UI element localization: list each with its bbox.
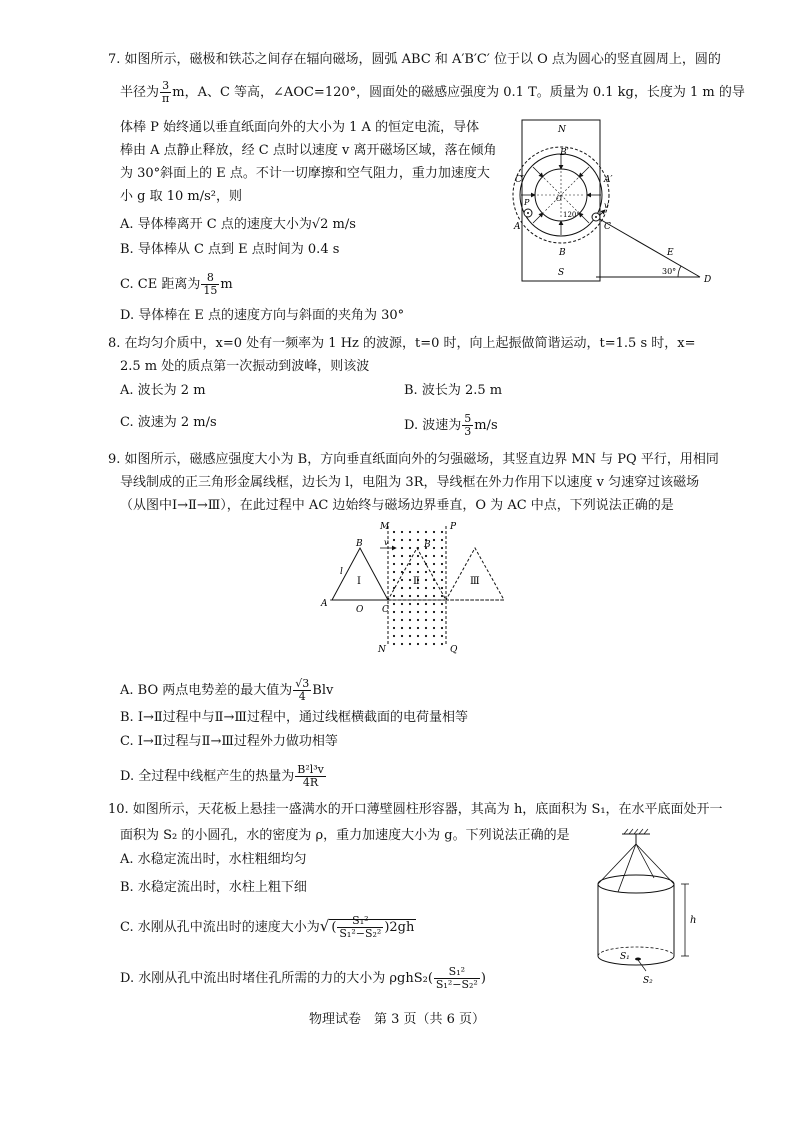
q7-label-c: C <box>604 222 611 232</box>
q7-line3: 体棒 P 始终通以垂直纸面向外的大小为 1 A 的恒定电流，导体 <box>120 120 480 135</box>
q8-optd-num: 5 <box>464 412 472 425</box>
field-dot <box>433 563 435 565</box>
q9-label-n: N <box>378 645 386 655</box>
q10-optd-num: S₁² <box>434 966 480 979</box>
field-dot <box>441 571 443 573</box>
field-dot <box>425 587 427 589</box>
field-dot <box>417 643 419 645</box>
field-dot <box>441 643 443 645</box>
q10-option-b: B. 水稳定流出时，水柱上粗下细 <box>120 880 307 895</box>
q9-optd-a: D. 全过程中线框产生的热量为 <box>120 769 295 784</box>
page-footer: 物理试卷 第 3 页（共 6 页） <box>308 1012 486 1027</box>
q10-optd-a: D. 水刚从孔中流出时堵住孔所需的力的大小为 ρghS₂ <box>120 971 428 986</box>
q8-optd-fraction <box>462 413 473 438</box>
q7-figure <box>508 115 720 290</box>
field-dot <box>409 603 411 605</box>
q9-opta-num: √3 <box>295 677 310 690</box>
q9-label-p: P <box>450 522 457 532</box>
field-dot <box>425 603 427 605</box>
field-dot <box>441 579 443 581</box>
q9-label-b-field: B <box>424 540 431 550</box>
q9-optd-fraction <box>295 764 326 789</box>
field-dot <box>417 619 419 621</box>
field-dot <box>409 643 411 645</box>
q7-label-s: S <box>558 268 565 278</box>
field-dot <box>441 547 443 549</box>
q9-label-c: C <box>382 605 389 615</box>
q7-line6: 小 g 取 10 m/s²，则 <box>120 189 242 204</box>
field-dot <box>393 595 395 597</box>
field-dot <box>401 531 403 533</box>
field-dot <box>393 603 395 605</box>
q8-optd-a: D. 波速为 <box>404 418 462 433</box>
field-dot <box>393 619 395 621</box>
q7-label-v: v <box>604 201 609 210</box>
field-dot <box>433 587 435 589</box>
q10-label-h: h <box>690 915 697 926</box>
field-dot <box>433 643 435 645</box>
field-dot <box>401 555 403 557</box>
field-dot <box>401 627 403 629</box>
field-dot <box>401 563 403 565</box>
field-dot <box>441 611 443 613</box>
field-dot <box>433 547 435 549</box>
q10-label-s1: S₁ <box>620 952 630 962</box>
field-dot <box>393 611 395 613</box>
q8-optd-den: 3 <box>464 425 472 438</box>
q7-line5: 为 30°斜面上的 E 点。不计一切摩擦和空气阻力，重力加速度大 <box>120 166 490 181</box>
q8-line2: 2.5 m 处的质点第一次振动到波峰，则该波 <box>120 359 370 374</box>
q7-label-n: N <box>558 125 566 135</box>
field-dot <box>401 595 403 597</box>
q9-opta-fraction <box>293 678 311 703</box>
q7-option-c <box>120 272 233 297</box>
q9-label-ii: Ⅱ <box>413 576 420 587</box>
field-dot <box>401 603 403 605</box>
q10-cylinder-top <box>598 875 674 893</box>
field-dot <box>425 555 427 557</box>
field-dot <box>441 627 443 629</box>
field-dot <box>433 619 435 621</box>
q9-opta-a: A. BO 两点电势差的最大值为 <box>120 683 293 698</box>
q9-optd-den: 4R <box>302 776 319 789</box>
field-dot <box>433 635 435 637</box>
q7-option-a: A. 导体棒离开 C 点的速度大小为√2 m/s <box>120 217 356 232</box>
field-dot <box>393 531 395 533</box>
q10-figure <box>588 826 708 991</box>
field-dot <box>417 563 419 565</box>
field-dot <box>441 539 443 541</box>
q10-line2: 面积为 S₂ 的小圆孔，水的密度为 ρ，重力加速度大小为 g。下列说法正确的是 <box>120 828 570 843</box>
q10-cylinder-bottom <box>598 956 674 965</box>
q9-option-d <box>120 764 327 789</box>
q9-line1: 9. 如图所示，磁感应强度大小为 B，方向垂直纸面向外的匀强磁场，其竖直边界 MN 与 PQ 平行，用相同 <box>108 452 719 467</box>
q10-line1: 10. 如图所示，天花板上悬挂一盛满水的开口薄壁圆柱形容器，其高为 h，底面积为 S₁，在水平底面处开一 <box>108 802 723 817</box>
field-dot <box>417 635 419 637</box>
q7-optc-den: 15 <box>203 284 218 297</box>
q9-option-a <box>120 678 333 703</box>
q9-triangle-iii <box>446 548 504 600</box>
field-dot <box>433 595 435 597</box>
field-dot <box>441 587 443 589</box>
q9-label-b-vertex: B <box>356 539 363 549</box>
q9-option-c: C. Ⅰ→Ⅱ过程与Ⅱ→Ⅲ过程外力做功相等 <box>120 734 338 749</box>
q10-optd-den: S₁²−S₂² <box>435 978 478 991</box>
field-dot <box>417 539 419 541</box>
field-dot <box>409 571 411 573</box>
field-dot <box>425 627 427 629</box>
field-dot <box>425 595 427 597</box>
field-dot <box>417 627 419 629</box>
field-dot <box>425 579 427 581</box>
field-dot <box>441 619 443 621</box>
field-dot <box>441 555 443 557</box>
q10-optc-den: S₁²−S₂² <box>339 927 382 940</box>
q7-optc-fraction <box>201 272 219 297</box>
field-dot <box>393 571 395 573</box>
q7-slope <box>596 217 700 277</box>
field-dot <box>401 611 403 613</box>
q7-label-e: E <box>667 248 674 258</box>
field-dot <box>409 579 411 581</box>
q10-optd-fraction <box>434 966 480 991</box>
q7-label-p: P <box>524 198 530 207</box>
q7-line2a: 半径为 <box>120 85 160 100</box>
q7-optc-b: m <box>220 277 233 292</box>
field-dot <box>393 635 395 637</box>
field-dot <box>401 539 403 541</box>
q8-option-d <box>404 413 498 438</box>
q9-line3: （从图中Ⅰ→Ⅱ→Ⅲ），在此过程中 AC 边始终与磁场边界垂直，O 为 AC 中点，下列说法正确的是 <box>120 498 674 513</box>
field-dot <box>425 635 427 637</box>
field-dot <box>433 539 435 541</box>
field-dot <box>401 619 403 621</box>
field-dot <box>393 627 395 629</box>
q7-line1: 7. 如图所示，磁极和铁芯之间存在辐向磁场，圆弧 ABC 和 A′B′C′ 位于以 O 点为圆心的竖直圆周上，圆的 <box>108 52 721 67</box>
q9-option-b: B. Ⅰ→Ⅱ过程中与Ⅱ→Ⅲ过程中，通过线框横截面的电荷量相等 <box>120 710 468 725</box>
q8-option-c: C. 波速为 2 m/s <box>120 415 217 430</box>
q9-figure <box>318 518 518 658</box>
q10-label-s2: S₂ <box>643 976 653 986</box>
field-dot <box>401 587 403 589</box>
q10-strings <box>598 844 674 892</box>
q9-label-v: v <box>384 538 389 547</box>
q7-label-c1: C′ <box>515 175 524 185</box>
field-dot <box>433 531 435 533</box>
q7-label-o: O <box>556 195 562 203</box>
q10-option-a: A. 水稳定流出时，水柱粗细均匀 <box>120 852 307 867</box>
q7-optc-a: C. CE 距离为 <box>120 277 201 292</box>
field-dot <box>409 563 411 565</box>
field-dot <box>393 579 395 581</box>
q7-radius-fraction <box>160 80 171 105</box>
field-dot <box>433 611 435 613</box>
field-dot <box>409 547 411 549</box>
field-dot <box>425 619 427 621</box>
field-dot <box>409 635 411 637</box>
q9-line2: 导线制成的正三角形金属线框，边长为 l，电阻为 3R，导线框在外力作用下以速度 v 匀速穿过该磁场 <box>120 475 700 490</box>
q7-option-b: B. 导体棒从 C 点到 E 点时间为 0.4 s <box>120 242 340 257</box>
field-dot <box>441 603 443 605</box>
field-dot <box>417 555 419 557</box>
q7-label-a: A <box>514 222 521 232</box>
field-dot <box>393 563 395 565</box>
field-dot <box>425 643 427 645</box>
field-dot <box>409 619 411 621</box>
q9-opta-b: Blv <box>312 683 334 698</box>
field-dot <box>425 531 427 533</box>
field-dot <box>401 547 403 549</box>
q9-optd-num: B²l³v <box>297 763 324 776</box>
q7-label-30: 30° <box>662 267 677 276</box>
field-dot <box>417 531 419 533</box>
field-dot <box>409 555 411 557</box>
field-dot <box>441 531 443 533</box>
q7-r-den: π <box>162 92 170 105</box>
field-dot <box>433 555 435 557</box>
q9-label-i: Ⅰ <box>357 576 361 587</box>
q9-label-q: Q <box>450 645 458 655</box>
field-dot <box>433 571 435 573</box>
field-dot <box>417 603 419 605</box>
q9-magnetic-field-dots <box>393 531 443 645</box>
field-dot <box>393 643 395 645</box>
q7-optc-num: 8 <box>201 272 219 285</box>
q9-label-l: l <box>340 567 343 577</box>
q7-line4: 棒由 A 点静止释放，经 C 点时以速度 v 离开磁场区域，落在倾角 <box>120 143 497 158</box>
field-dot <box>393 539 395 541</box>
field-dot <box>441 635 443 637</box>
field-dot <box>425 611 427 613</box>
field-dot <box>409 587 411 589</box>
field-dot <box>401 635 403 637</box>
field-dot <box>409 531 411 533</box>
field-dot <box>401 643 403 645</box>
field-dot <box>417 587 419 589</box>
q10-optc-num: S₁² <box>337 915 383 928</box>
q7-option-d: D. 导体棒在 E 点的速度方向与斜面的夹角为 30° <box>120 308 405 323</box>
q10-option-c: C. 水刚从孔中流出时的速度大小为√ ( $\frac{\text{S₁²}}{\text{S₁²−S₂²}}$ )2gh <box>120 914 415 940</box>
q8-optd-b: m/s <box>474 418 498 433</box>
field-dot <box>441 563 443 565</box>
q8-option-a: A. 波长为 2 m <box>120 383 206 398</box>
q10-option-d: D. 水刚从孔中流出时堵住孔所需的力的大小为 ρghS₂( $\frac{\text{S₁²}}{\text{S₁²−S₂²}}$ ) <box>120 965 486 991</box>
field-dot <box>409 627 411 629</box>
field-dot <box>409 611 411 613</box>
field-dot <box>417 611 419 613</box>
field-dot <box>393 555 395 557</box>
q7-label-120: 120° <box>563 211 580 219</box>
q7-label-b1: B′ <box>560 148 569 158</box>
q9-opta-den: 4 <box>298 690 306 703</box>
field-dot <box>417 571 419 573</box>
q9-label-m: M <box>380 522 390 532</box>
field-dot <box>425 571 427 573</box>
q7-line2 <box>120 80 745 105</box>
q10-optc-a: C. 水刚从孔中流出时的速度大小为 <box>120 920 320 935</box>
field-dot <box>417 595 419 597</box>
field-dot <box>409 539 411 541</box>
field-dot <box>441 595 443 597</box>
q9-label-a: A <box>321 599 328 609</box>
q7-label-b: B <box>559 248 566 258</box>
q10-optc-fraction <box>337 915 383 940</box>
field-dot <box>433 603 435 605</box>
q7-r-num: 3 <box>160 80 171 93</box>
q9-label-iii: Ⅲ <box>470 576 480 587</box>
q7-line2b: m，A、C 等高，∠AOC=120°，圆面处的磁感应强度为 0.1 T。质量为 0.1 kg，长度为 1 m 的导 <box>172 85 745 100</box>
q9-label-o: O <box>356 605 364 615</box>
q8-line1: 8. 在均匀介质中，x=0 处有一频率为 1 Hz 的波源，t=0 时，向上起振做简谐运动，t=1.5 s 时，x= <box>108 336 696 351</box>
q7-label-d: D <box>704 275 712 285</box>
field-dot <box>433 627 435 629</box>
q10-optc-b: 2gh <box>389 920 415 935</box>
field-dot <box>401 579 403 581</box>
q7-label-a1: A′ <box>604 175 613 185</box>
q8-option-b: B. 波长为 2.5 m <box>404 383 503 398</box>
field-dot <box>409 595 411 597</box>
